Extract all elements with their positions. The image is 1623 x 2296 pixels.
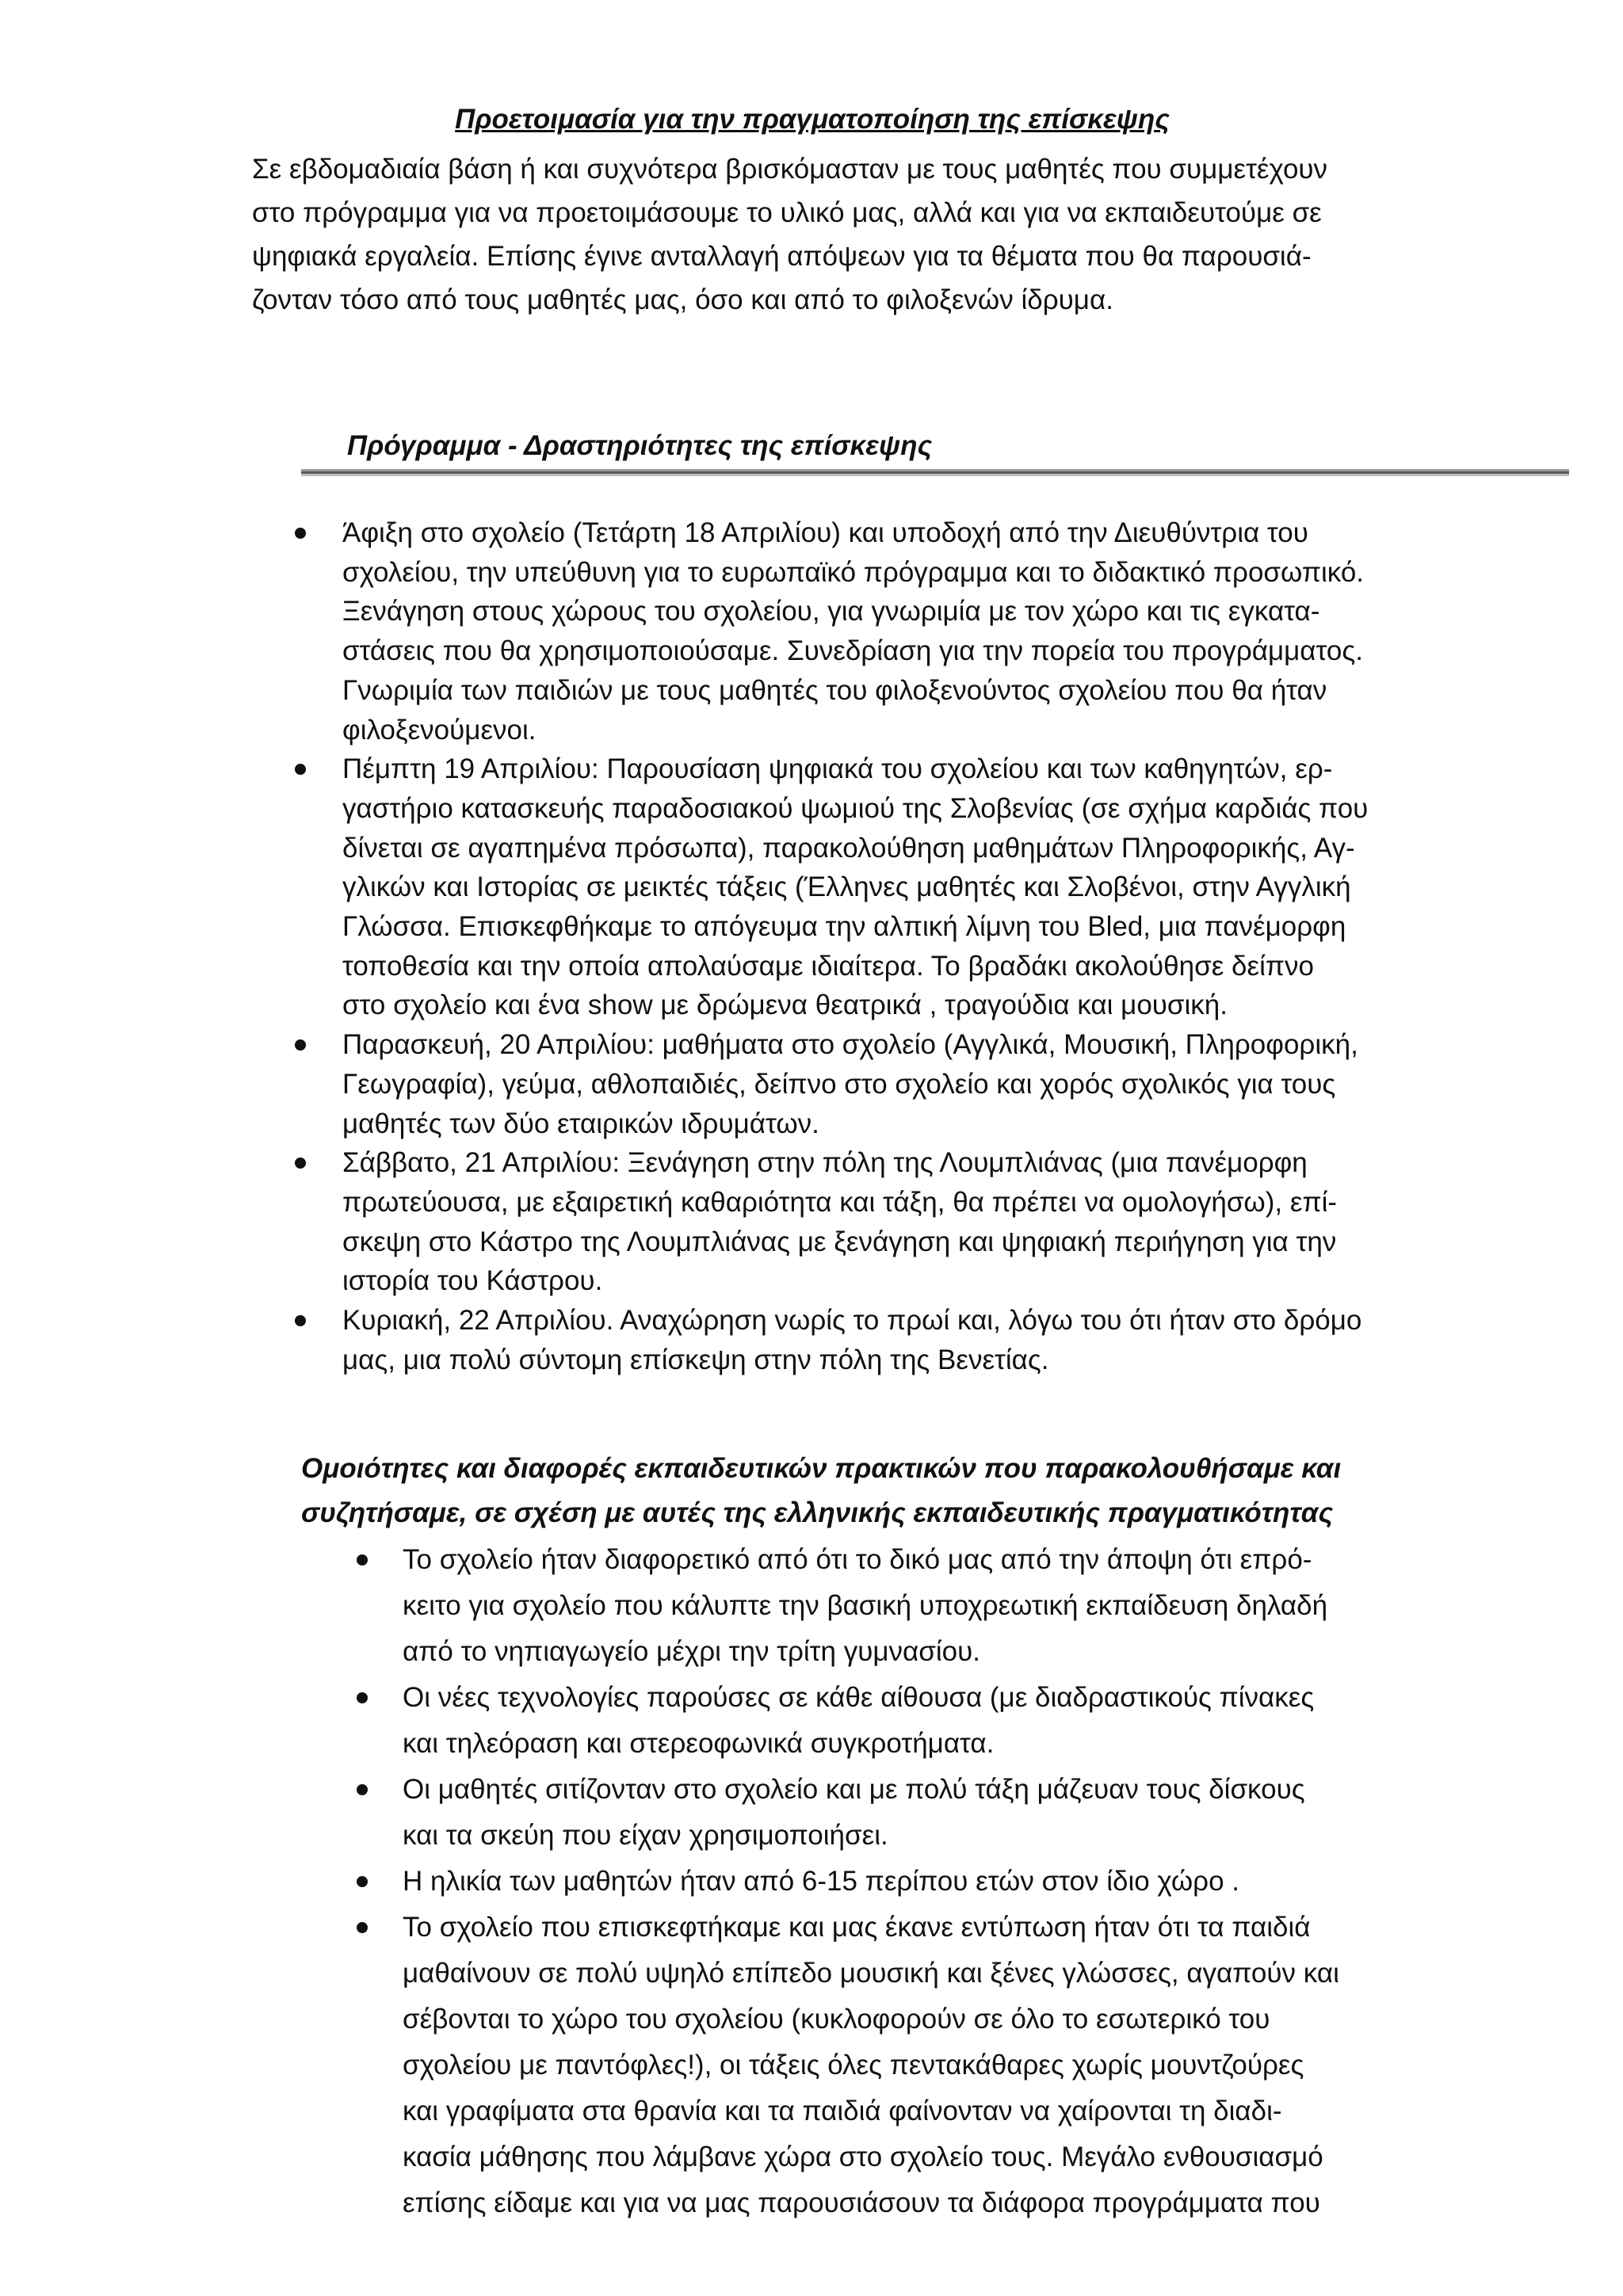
item-line: Άφιξη στο σχολείο (Τετάρτη 18 Απριλίου) και υποδοχή από την Διευθύντρια του bbox=[342, 517, 1308, 548]
item-line: Κυριακή, 22 Απριλίου. Αναχώρηση νωρίς το πρωί και, λόγω του ότι ήταν στο δρόμο bbox=[342, 1305, 1362, 1337]
list-item bbox=[292, 513, 1591, 749]
bullet-icon bbox=[357, 1876, 368, 1887]
item-line: δίνεται σε αγαπημένα πρόσωπα), παρακολούθηση μαθημάτων Πληροφορικής, Αγ- bbox=[342, 832, 1355, 864]
item-line: από το νηπιαγωγείο μέχρι την τρίτη γυμνασίου. bbox=[403, 1636, 980, 1667]
item-line: Το σχολείο ήταν διαφορετικό από ότι το δικό μας από την άποψη ότι επρό- bbox=[403, 1544, 1312, 1575]
item-line: γαστήριο κατασκευής παραδοσιακού ψωμιού της Σλοβενίας (σε σχήμα καρδιάς που bbox=[342, 792, 1369, 824]
item-line: σέβονται το χώρο του σχολείου (κυκλοφορούν σε όλο το εσωτερικό του bbox=[403, 2004, 1270, 2035]
item-line: Παρασκευή, 20 Απριλίου: μαθήματα στο σχολείο (Αγγλικά, Μουσική, Πληροφορική, bbox=[342, 1029, 1358, 1061]
item-line: γλικών και Ιστορίας σε μεικτές τάξεις (Έλληνες μαθητές και Σλοβένοι, στην Αγγλική bbox=[342, 871, 1351, 903]
similarities-list bbox=[349, 1537, 1553, 2226]
similarities-heading bbox=[301, 1447, 1537, 1535]
item-line: πρωτεύουσα, με εξαιρετική καθαριότητα και τάξη, θα πρέπει να ομολογήσω), επί- bbox=[342, 1186, 1338, 1218]
bullet-icon bbox=[295, 528, 306, 539]
preparation-paragraph bbox=[252, 147, 1472, 322]
bullet-icon bbox=[295, 1158, 306, 1169]
paragraph-line: στο πρόγραμμα για να προετοιμάσουμε το υλικό μας, αλλά και για να εκπαιδευτούμε σε bbox=[252, 197, 1322, 228]
item-line: ιστορία του Κάστρου. bbox=[342, 1265, 603, 1297]
item-line: στάσεις που θα χρησιμοποιούσαμε. Συνεδρίαση για την πορεία του προγράμματος. bbox=[342, 635, 1363, 667]
item-line: Οι νέες τεχνολογίες παρούσες σε κάθε αίθουσα (με διαδραστικούς πίνακες bbox=[403, 1682, 1315, 1713]
list-item bbox=[349, 1905, 1553, 2226]
item-line: και γραφίματα στα θρανία και τα παιδιά φαίνονταν να χαίρονται τη διαδι- bbox=[403, 2096, 1282, 2126]
item-line: τοποθεσία και την οποία απολαύσαμε ιδιαίτερα. Το βραδάκι ακολούθησε δείπνο bbox=[342, 950, 1314, 982]
list-item bbox=[349, 1767, 1553, 1859]
item-line: Γλώσσα. Επισκεφθήκαμε το απόγευμα την αλπική λίμνη του Bled, μια πανέμορφη bbox=[342, 911, 1346, 943]
item-line: Γεωγραφία), γεύμα, αθλοπαιδιές, δείπνο στο σχολείο και χορός σχολικός για τους bbox=[342, 1068, 1336, 1100]
item-line: κειτο για σχολείο που κάλυπτε την βασική υποχρεωτική εκπαίδευση δηλαδή bbox=[403, 1590, 1328, 1621]
list-item bbox=[349, 1675, 1553, 1767]
bullet-icon bbox=[295, 764, 306, 775]
program-heading: Πρόγραμμα - Δραστηριότητες της επίσκεψης bbox=[347, 430, 933, 461]
bullet-icon bbox=[295, 1039, 306, 1051]
item-line: μαθητές των δύο εταιρικών ιδρυμάτων. bbox=[342, 1108, 819, 1139]
item-line: μαθαίνουν σε πολύ υψηλό επίπεδο μουσική και ξένες γλώσσες, αγαπούν και bbox=[403, 1958, 1339, 1989]
item-line: μας, μια πολύ σύντομη επίσκεψη στην πόλη της Βενετίας. bbox=[342, 1344, 1049, 1375]
item-line: Ξενάγηση στους χώρους του σχολείου, για γνωριμία με τον χώρο και τις εγκατα- bbox=[342, 596, 1320, 627]
item-line: στο σχολείο και ένα show με δρώμενα θεατρικά , τραγούδια και μουσική. bbox=[342, 990, 1228, 1021]
item-line: Η ηλικία των μαθητών ήταν από 6-15 περίπου ετών στον ίδιο χώρο . bbox=[403, 1866, 1239, 1897]
bullet-icon bbox=[357, 1784, 368, 1795]
list-item bbox=[292, 1301, 1591, 1379]
item-line: Πέμπτη 19 Απριλίου: Παρουσίαση ψηφιακά του σχολείου και των καθηγητών, ερ- bbox=[342, 753, 1333, 785]
item-line: επίσης είδαμε και για να μας παρουσιάσουν τα διάφορα προγράμματα που bbox=[403, 2187, 1320, 2218]
item-line: Το σχολείο που επισκεφτήκαμε και μας έκανε εντύπωση ήταν ότι τα παιδιά bbox=[403, 1912, 1311, 1943]
paragraph-line: ψηφιακά εργαλεία. Επίσης έγινε ανταλλαγή απόψεων για τα θέματα που θα παρουσιά- bbox=[252, 241, 1312, 272]
paragraph-line: Σε εβδομαδιαία βάση ή και συχνότερα βρισκόμασταν με τους μαθητές που συμμετέχουν bbox=[252, 154, 1328, 185]
program-activities-list bbox=[292, 513, 1591, 1379]
item-line: και τηλεόραση και στερεοφωνικά συγκροτήματα. bbox=[403, 1728, 995, 1759]
bullet-icon bbox=[357, 1922, 368, 1933]
item-line: σχολείου με παντόφλες!), οι τάξεις όλες πεντακάθαρες χωρίς μουντζούρες bbox=[403, 2050, 1304, 2081]
item-line: σκεψη στο Κάστρο της Λουμπλιάνας με ξενάγηση και ψηφιακή περιήγηση για την bbox=[342, 1226, 1337, 1257]
heading-line: συζητήσαμε, σε σχέση με αυτές της ελληνικής εκπαιδευτικής πραγματικότητας bbox=[301, 1497, 1334, 1528]
item-line: κασία μάθησης που λάμβανε χώρα στο σχολείο τους. Μεγάλο ενθουσιασμό bbox=[403, 2142, 1323, 2172]
heading-line: Ομοιότητες και διαφορές εκπαιδευτικών πρακτικών που παρακολουθήσαμε και bbox=[301, 1453, 1342, 1484]
item-line: σχολείου, την υπεύθυνη για το ευρωπαϊκό πρόγραμμα και το διδακτικό προσωπικό. bbox=[342, 556, 1365, 588]
bullet-icon bbox=[357, 1692, 368, 1703]
bullet-icon bbox=[295, 1315, 306, 1326]
bullet-icon bbox=[357, 1554, 368, 1566]
heading-underline-rule bbox=[301, 469, 1569, 476]
item-line: Γνωριμία των παιδιών με τους μαθητές του φιλοξενούντος σχολείου που θα ήταν bbox=[342, 674, 1327, 706]
list-item bbox=[292, 1143, 1591, 1301]
item-line: Οι μαθητές σιτίζονταν στο σχολείο και με πολύ τάξη μάζευαν τους δίσκους bbox=[403, 1774, 1305, 1805]
preparation-heading: Προετοιμασία για την πραγματοποίηση της επίσκεψης bbox=[455, 104, 1170, 135]
item-line: φιλοξενούμενοι. bbox=[342, 714, 537, 746]
item-line: και τα σκεύη που είχαν χρησιμοποιήσει. bbox=[403, 1820, 888, 1851]
item-line: Σάββατο, 21 Απριλίου: Ξενάγηση στην πόλη της Λουμπλιάνας (μια πανέμορφη bbox=[342, 1147, 1308, 1179]
list-item bbox=[349, 1859, 1553, 1905]
list-item bbox=[349, 1537, 1553, 1675]
list-item bbox=[292, 1025, 1591, 1143]
list-item bbox=[292, 749, 1591, 1025]
paragraph-line: ζονταν τόσο από τους μαθητές μας, όσο και από το φιλοξενών ίδρυμα. bbox=[252, 284, 1113, 315]
